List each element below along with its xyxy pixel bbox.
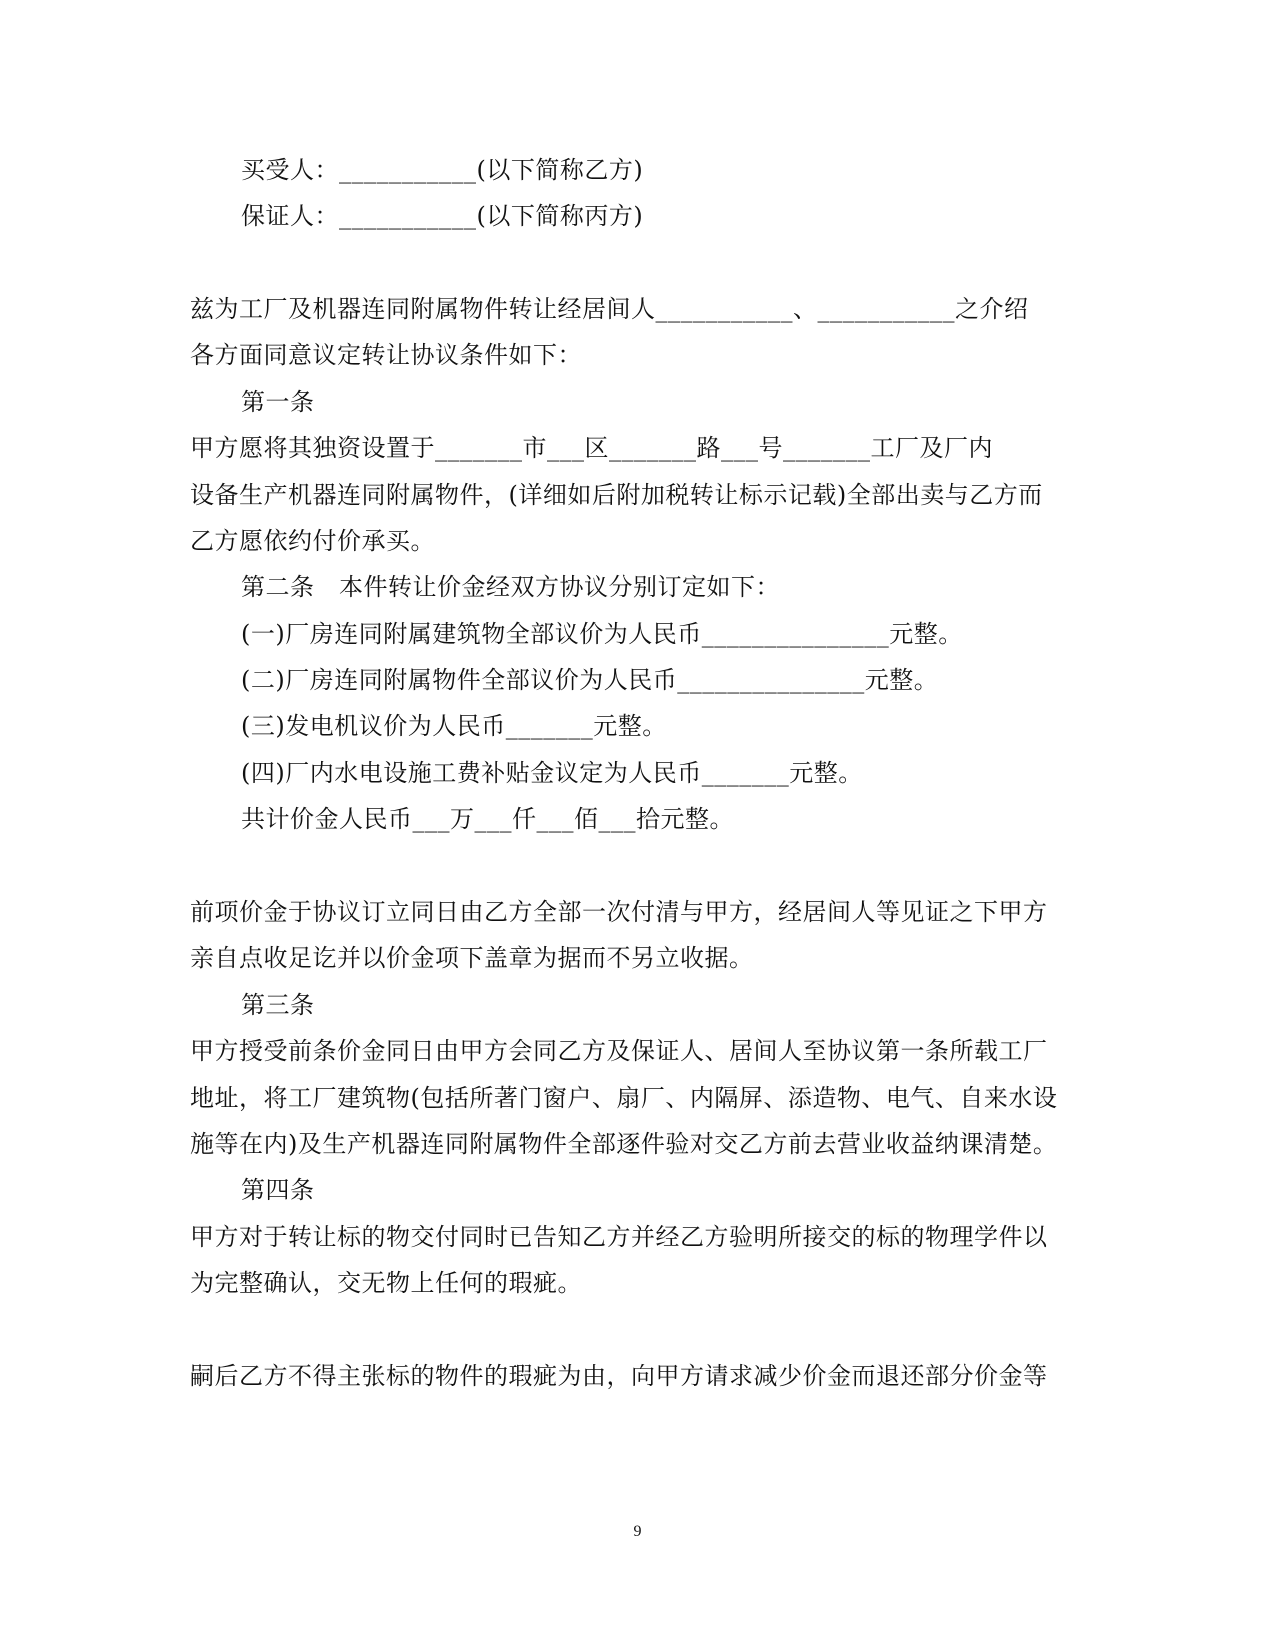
- article-3-line-1: 甲方授受前条价金同日由甲方会同乙方及保证人、居间人至协议第一条所载工厂: [190, 1037, 1048, 1065]
- intro-paragraph-line-1: 兹为工厂及机器连同附属物件转让经居间人___________、___________之介绍: [190, 295, 1029, 323]
- guarantor-line: 保证人：___________(以下简称丙方): [241, 202, 644, 230]
- article-4-line-2: 为完整确认，交无物上任何的瑕疵。: [190, 1269, 582, 1297]
- article-2-heading: 第二条 本件转让价金经双方协议分别订定如下：: [241, 573, 780, 601]
- article-3-heading: 第三条: [241, 991, 315, 1019]
- article-3-line-2: 地址，将工厂建筑物(包括所著门窗户、扇厂、内隔屏、添造物、电气、自来水设: [190, 1084, 1058, 1112]
- article-3-line-3: 施等在内)及生产机器连同附属物件全部逐件验对交乙方前去营业收益纳课清楚。: [190, 1130, 1058, 1158]
- payment-paragraph-line-1: 前项价金于协议订立同日由乙方全部一次付清与甲方，经居间人等见证之下甲方: [190, 898, 1048, 926]
- price-item-4: (四)厂内水电设施工费补贴金议定为人民币_______元整。: [241, 759, 863, 787]
- article-4-heading: 第四条: [241, 1176, 315, 1204]
- article-1-line-3: 乙方愿依约付价承买。: [190, 527, 435, 555]
- article-4-line-1: 甲方对于转让标的物交付同时已告知乙方并经乙方验明所接交的标的物理学件以: [190, 1223, 1048, 1251]
- payment-paragraph-line-2: 亲自点收足讫并以价金项下盖章为据而不另立收据。: [190, 944, 754, 972]
- article-1-line-2: 设备生产机器连同附属物件，(详细如后附加税转让标示记载)全部出卖与乙方而: [190, 481, 1043, 509]
- price-item-3: (三)发电机议价为人民币_______元整。: [241, 712, 667, 740]
- intro-paragraph-line-2: 各方面同意议定转让协议条件如下：: [190, 341, 582, 369]
- article-1-heading: 第一条: [241, 388, 315, 416]
- article-1-line-1: 甲方愿将其独资设置于_______市___区_______路___号_______工厂及厂内: [190, 434, 993, 462]
- page-number: 9: [633, 1523, 642, 1540]
- price-item-1: (一)厂房连同附属建筑物全部议价为人民币_______________元整。: [241, 620, 963, 648]
- article-4-continuation-line: 嗣后乙方不得主张标的物件的瑕疵为由，向甲方请求减少价金而退还部分价金等: [190, 1362, 1048, 1390]
- buyer-line: 买受人：___________(以下简称乙方): [241, 156, 644, 184]
- price-total: 共计价金人民币___万___仟___佰___拾元整。: [241, 805, 734, 833]
- price-item-2: (二)厂房连同附属物件全部议价为人民币_______________元整。: [241, 666, 939, 694]
